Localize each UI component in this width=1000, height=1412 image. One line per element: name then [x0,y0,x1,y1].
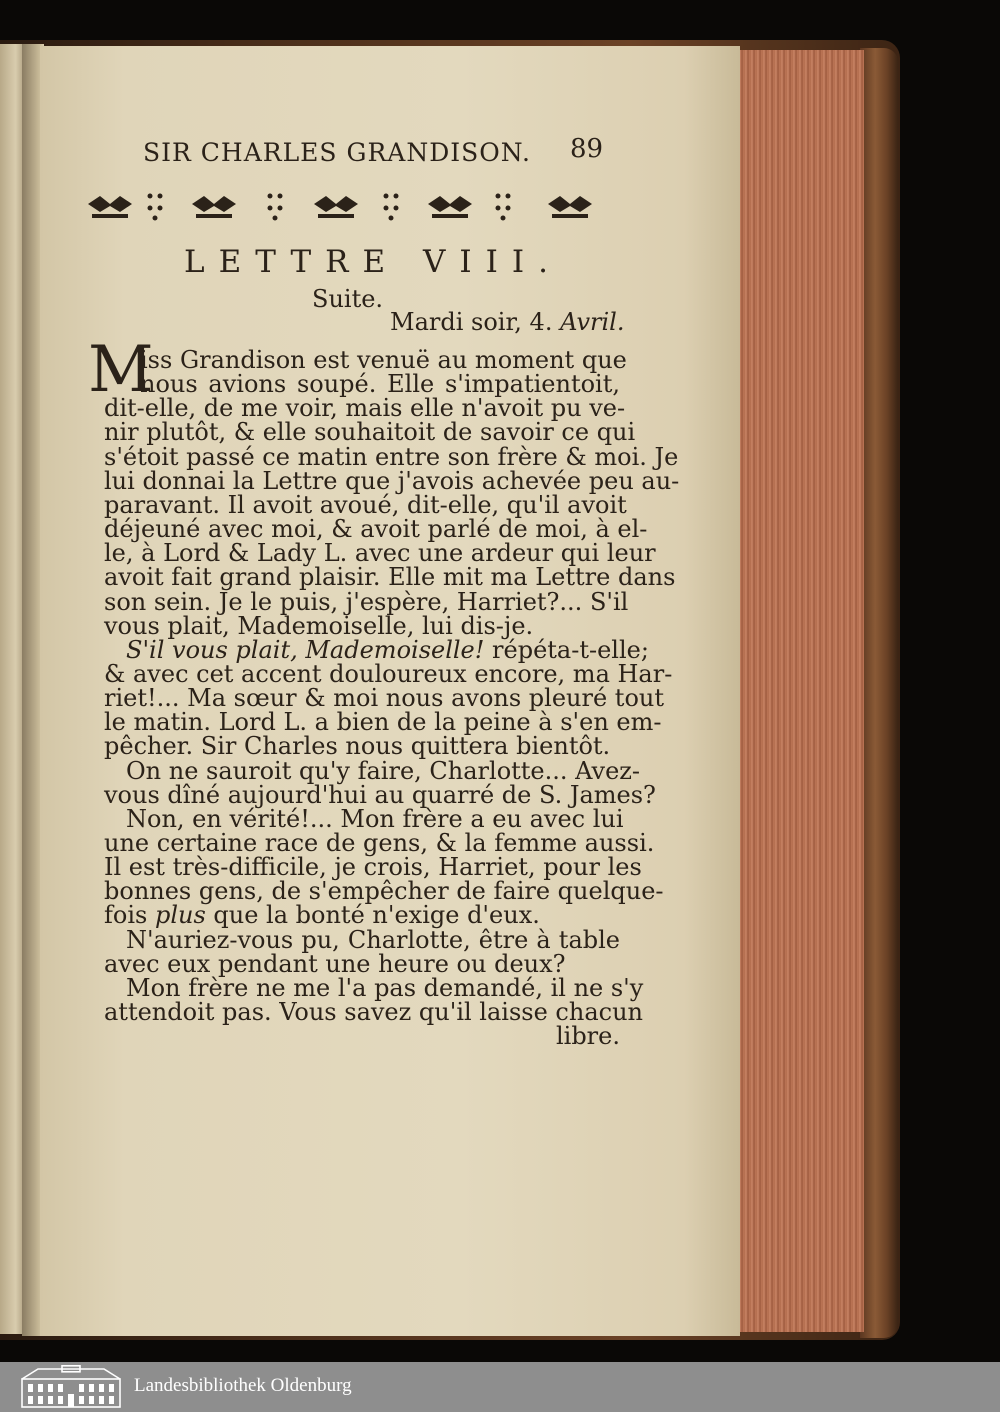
text-line: S'il vous plait, Mademoiselle! répéta-t-elle; [126,635,649,664]
page-number: 89 [570,134,604,164]
text-line: Non, en vérité!... Mon frère a eu avec lui [126,804,624,833]
text-line: vous dîné aujourd'hui au quarré de S. James? [104,780,656,809]
text-line: On ne sauroit qu'y faire, Charlotte... Avez- [126,756,641,785]
text-line: Il est très-difficile, je crois, Harriet, pour les [104,853,642,882]
letter-subtitle: Suite. [312,285,384,313]
text-line: Mon frère ne me l'a pas demandé, il ne s'y [126,973,644,1002]
text-line: nous avions soupé. Elle s'impatientoit, [140,370,620,399]
text-line: son sein. Je le puis, j'espère, Harriet?... S'il [104,587,629,616]
text-line: une certaine race de gens, & la femme aussi. [104,829,655,857]
text-line: dit-elle, de me voir, mais elle n'avoit pu ve- [104,394,626,423]
letter-title: LETTRE VIII. [184,244,562,280]
text-line: riet!... Ma sœur & moi nous avons pleuré tout [104,684,665,713]
page-block-edge [736,50,864,1332]
cover-edge [860,48,898,1338]
dateline: Mardi soir, 4. Avril. [390,308,625,336]
text-line: paravant. Il avoit avoué, dit-elle, qu'il avoit [104,490,627,519]
text-line: vous plait, Mademoiselle, lui dis-je. [104,611,534,640]
text-line: & avec cet accent douloureux encore, ma Har- [104,659,673,688]
text-line: le matin. Lord L. a bien de la peine à s'en em- [104,708,662,737]
text-line: avoit fait grand plaisir. Elle mit ma Lettre dans [104,563,676,592]
text-line: N'auriez-vous pu, Charlotte, être à table [126,925,620,954]
text-line: attendoit pas. Vous savez qu'il laisse chacun [104,998,643,1027]
text-line: le, à Lord & Lady L. avec une ardeur qui leur [104,539,656,568]
text-line: bonnes gens, de s'empêcher de faire quelque- [104,877,664,906]
library-building-icon [18,1365,124,1409]
text-line: s'étoit passé ce matin entre son frère & moi. Je [104,442,679,471]
text-line: fois plus que la bonté n'exige d'eux. [104,901,540,930]
ornament-motif [88,196,132,218]
library-name: Landesbibliothek Oldenburg [134,1375,352,1396]
text-line: avec eux pendant une heure ou deux? [104,949,566,978]
text-line: pêcher. Sir Charles nous quittera bientôt. [104,732,611,761]
text-line: lui donnai la Lettre que j'avois achevée peu au- [104,466,680,495]
drop-cap: M [88,333,154,407]
ornament-band-icon [86,186,614,228]
text-line: libre. [555,1022,620,1051]
footer-band [0,1362,1000,1412]
text-line: nir plutôt, & elle souhaitoit de savoir ce qui [104,418,636,447]
text-line: iss Grandison est venuë au moment que [140,346,627,374]
running-head: SIR CHARLES GRANDISON. [143,138,531,167]
text-line: déjeuné avec moi, & avoit parlé de moi, à el- [104,515,648,544]
